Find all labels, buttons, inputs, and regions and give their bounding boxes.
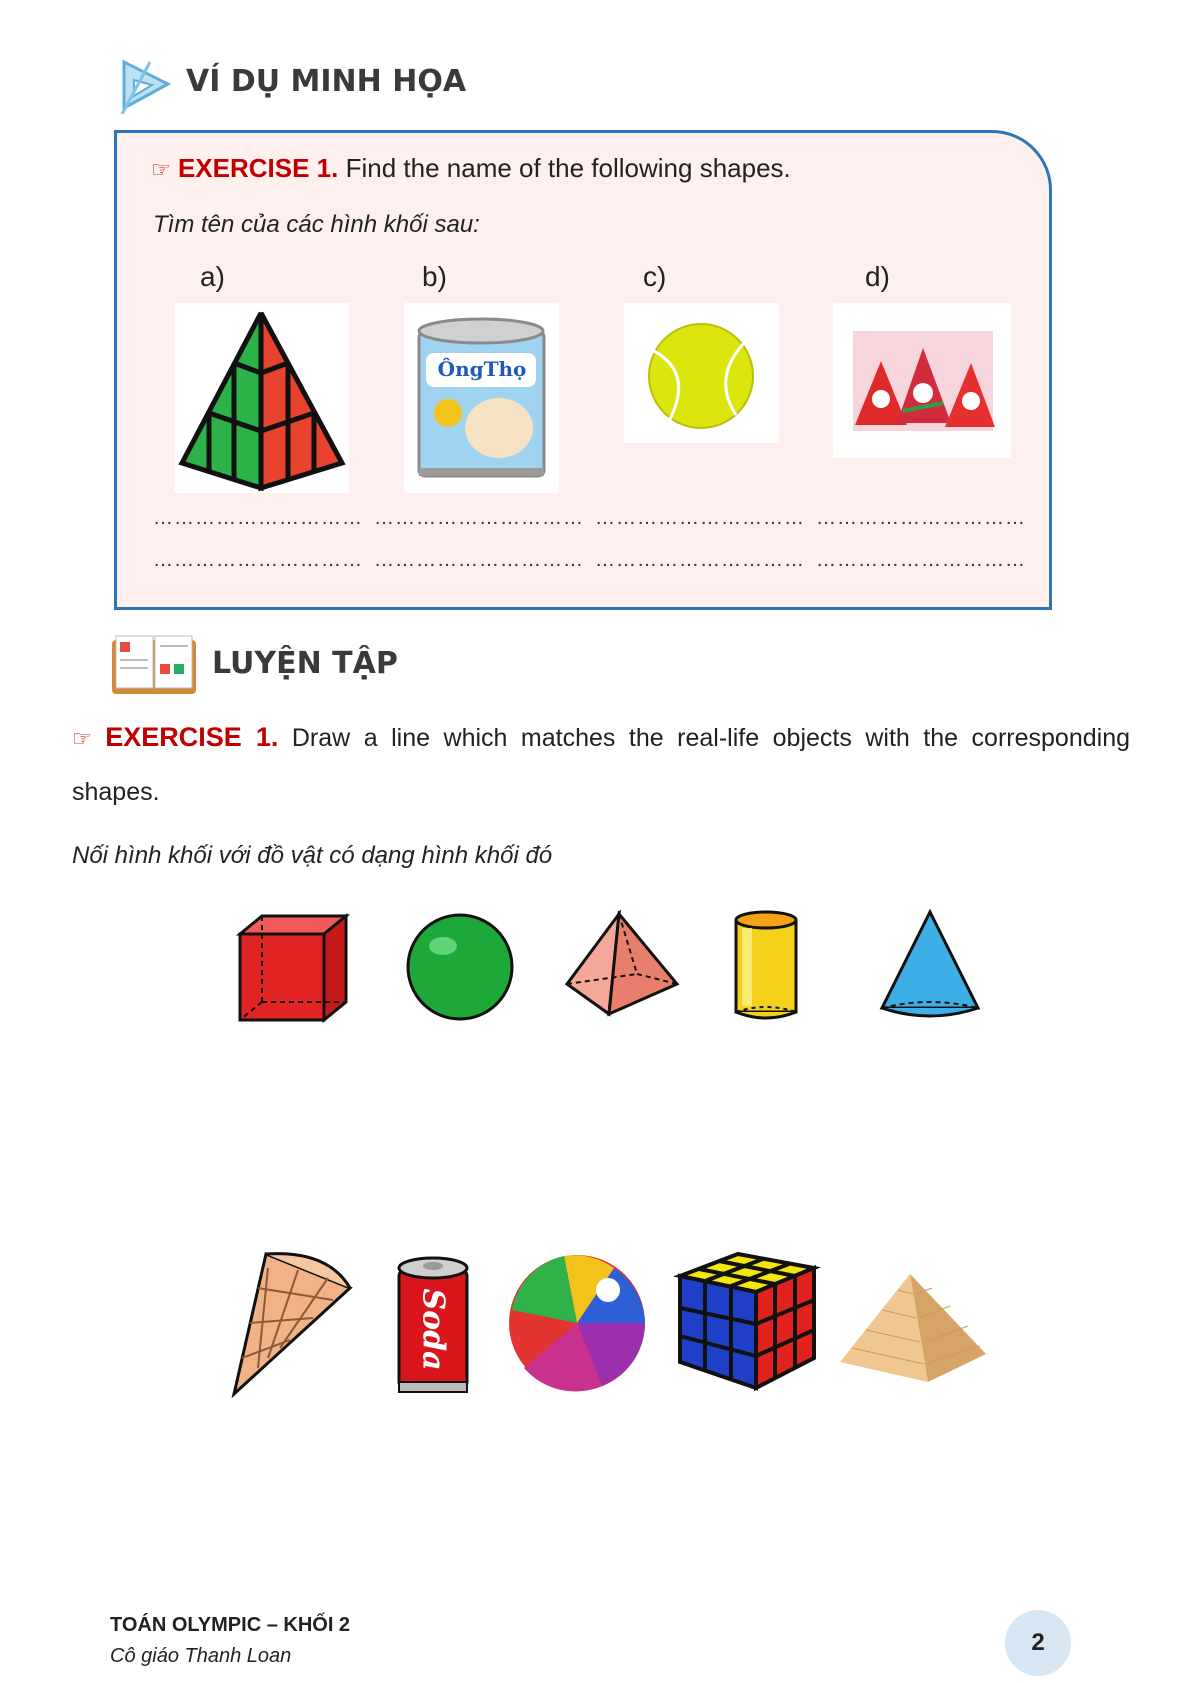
example-heading [151,153,791,184]
answer-line-a2[interactable]: ………………………… [153,549,363,571]
footer-teacher: Cô giáo Thanh Loan [110,1645,292,1667]
practice-text: Draw a line which matches the real-life objects with the corresponding [278,724,1130,752]
answer-line-d2[interactable]: ………………………… [816,549,1026,571]
item-letter-b: b) [422,261,447,292]
soda-label: Soda [415,1288,451,1371]
answer-line-a1[interactable]: ………………………… [153,507,363,529]
answer-line-d1[interactable]: ………………………… [816,507,1026,529]
cylinder-shape-icon [730,908,802,1024]
cone-shape-icon [878,908,982,1022]
pyraminx-image [174,303,349,493]
egyptian-pyramid-icon [838,1270,988,1388]
section-header-vi-du [120,58,520,118]
party-hats-icon [833,303,1011,458]
answer-line-c2[interactable]: ………………………… [595,549,805,571]
answer-line-c1[interactable]: ………………………… [595,507,805,529]
practice-heading [72,722,1130,753]
party-hats-image [833,303,1011,458]
practice-subtitle: Nối hình khối với đồ vật có dạng hình khối đó [72,842,553,869]
footer-title: TOÁN OLYMPIC – KHỐI 2 [110,1614,351,1636]
soda-can-image [393,1252,473,1398]
pyraminx-icon [174,303,349,493]
exercise-label: EXERCISE 1. [177,153,339,183]
sphere-shape-icon [403,910,517,1024]
practice-text-cont: shapes. [72,778,160,806]
pointing-hand-icon: ☞ [72,726,92,751]
milk-can-image [404,303,559,493]
ice-cream-cone-icon [228,1248,358,1398]
item-letter-d: d) [865,261,890,292]
page-number: 2 [1005,1610,1071,1676]
tennis-ball-icon [624,303,779,443]
milk-can-icon [404,303,559,493]
open-book-icon [110,634,198,698]
item-letter-c: c) [643,261,667,292]
answer-line-b1[interactable]: ………………………… [374,507,584,529]
cube-shape-icon [234,912,354,1027]
exercise-subtitle: Tìm tên của các hình khối sau: [153,211,480,238]
pyramid-shape-icon [563,910,681,1020]
section-title: LUYỆN TẬP [212,646,398,681]
set-square-icon [120,58,172,114]
item-letter-a: a) [200,261,225,292]
rubiks-cube-icon [672,1238,822,1398]
exercise-text: Find the name of the following shapes. [338,153,791,183]
beach-ball-icon [504,1250,650,1396]
milk-can-brand: ÔngThọ [437,357,527,381]
pointing-hand-icon: ☞ [151,157,171,182]
tennis-ball-image [624,303,779,443]
section-header-luyen-tap [110,632,510,700]
answer-line-b2[interactable]: ………………………… [374,549,584,571]
section-title: VÍ DỤ MINH HỌA [186,64,467,99]
example-box [114,130,1052,610]
practice-label: EXERCISE 1. [105,722,279,752]
